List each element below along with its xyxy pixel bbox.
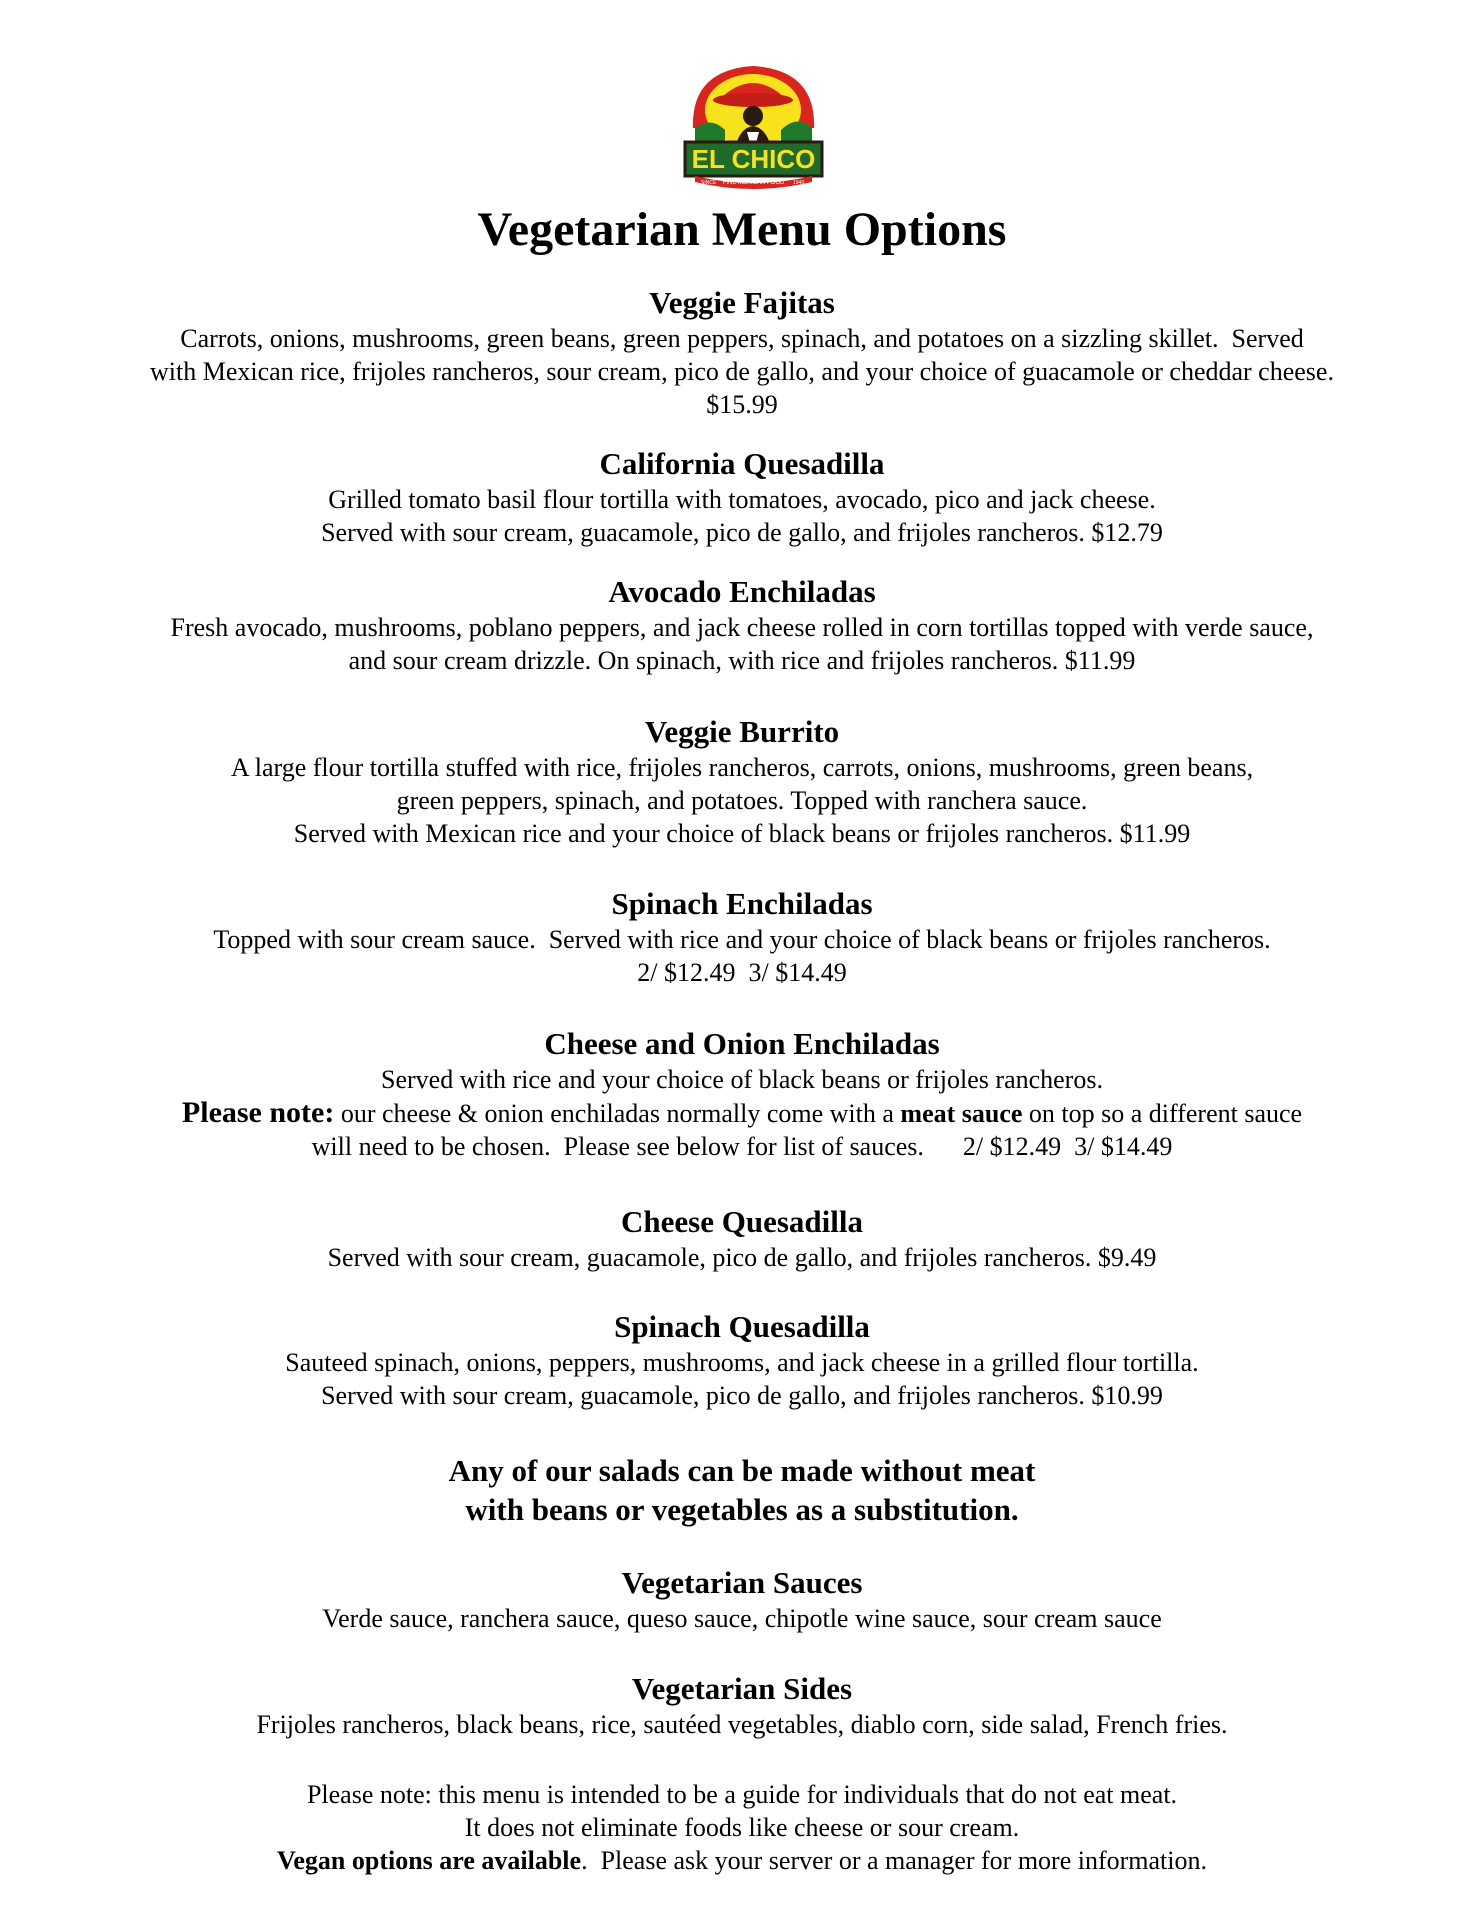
- menu-item-cheese-onion-enchiladas: [60, 1025, 1424, 1163]
- item-name: Veggie Burrito: [644, 714, 840, 749]
- menu-item-avocado-enchiladas: [60, 573, 1424, 677]
- item-name: Cheese Quesadilla: [621, 1204, 863, 1239]
- item-name: Spinach Enchiladas: [611, 886, 873, 921]
- vegan-note: Vegan options are available: [276, 1846, 582, 1875]
- footer-line: Please note: this menu is intended to be a guide for individuals that do not eat meat.: [306, 1780, 1178, 1809]
- item-name: California Quesadilla: [599, 446, 885, 481]
- item-price: 2/ $12.49 3/ $14.49: [637, 958, 847, 987]
- menu-item-cheese-quesadilla: [60, 1203, 1424, 1274]
- logo-since: SINCE: [701, 180, 717, 186]
- item-description: Served with sour cream, guacamole, pico de gallo, and frijoles rancheros. $12.79: [321, 518, 1163, 547]
- note-label: Please note:: [181, 1096, 335, 1129]
- menu-item-veggie-burrito: [60, 713, 1424, 850]
- note-text: our cheese & onion enchiladas normally come with a: [334, 1099, 901, 1128]
- item-name: Spinach Quesadilla: [614, 1309, 870, 1344]
- logo-tagline: FINE MEXICAN FOOD: [722, 180, 785, 186]
- sauces-list: Verde sauce, ranchera sauce, queso sauce, chipotle wine sauce, sour cream sauce: [322, 1604, 1162, 1633]
- menu-item-spinach-enchiladas: [60, 885, 1424, 989]
- section-name: Vegetarian Sides: [631, 1671, 853, 1706]
- logo-wordmark: EL CHICO: [691, 144, 816, 174]
- note-text: on top so a different sauce: [1022, 1099, 1303, 1128]
- item-description: green peppers, spinach, and potatoes. Topped with ranchera sauce.: [396, 786, 1088, 815]
- item-description: and sour cream drizzle. On spinach, with rice and frijoles rancheros. $11.99: [348, 646, 1136, 675]
- footer-text: . Please ask your server or a manager for more information.: [581, 1846, 1208, 1875]
- salads-line: Any of our salads can be made without meat: [448, 1453, 1036, 1488]
- item-name: Avocado Enchiladas: [608, 574, 876, 609]
- sides-list: Frijoles rancheros, black beans, rice, sautéed vegetables, diablo corn, side salad, French fries.: [256, 1710, 1228, 1739]
- footer-line: It does not eliminate foods like cheese or sour cream.: [464, 1813, 1020, 1842]
- page-title: Vegetarian Menu Options: [477, 203, 1007, 256]
- item-description: Carrots, onions, mushrooms, green beans, green peppers, spinach, and potatoes on a sizzling skillet. Served: [180, 324, 1304, 353]
- salads-line: with beans or vegetables as a substitution.: [465, 1492, 1019, 1527]
- item-name: Veggie Fajitas: [649, 285, 835, 320]
- note-bold: meat sauce: [900, 1099, 1023, 1128]
- item-description: Served with sour cream, guacamole, pico de gallo, and frijoles rancheros. $9.49: [327, 1243, 1157, 1272]
- logo-year: 1940: [793, 180, 805, 186]
- vegetarian-sauces: [60, 1564, 1424, 1635]
- item-description: Served with Mexican rice and your choice of black beans or frijoles rancheros. $11.99: [293, 819, 1191, 848]
- item-description: with Mexican rice, frijoles rancheros, sour cream, pico de gallo, and your choice of guacamole or cheddar cheese.: [150, 357, 1334, 386]
- vegetarian-sides: [60, 1670, 1424, 1741]
- menu-item-veggie-fajitas: [60, 284, 1424, 421]
- salads-note: [60, 1451, 1424, 1529]
- footer-line: [60, 1844, 1424, 1877]
- item-note-continued: will need to be chosen. Please see below for list of sauces. 2/ $12.49 3/ $14.49: [311, 1132, 1173, 1161]
- item-description: Served with rice and your choice of black beans or frijoles rancheros.: [381, 1065, 1103, 1094]
- item-description: Fresh avocado, mushrooms, poblano peppers, and jack cheese rolled in corn tortillas topped with verde sauce,: [170, 613, 1314, 642]
- item-description: Grilled tomato basil flour tortilla with tomatoes, avocado, pico and jack cheese.: [328, 485, 1156, 514]
- item-name: Cheese and Onion Enchiladas: [544, 1026, 940, 1061]
- footer-note: [60, 1778, 1424, 1877]
- section-name: Vegetarian Sauces: [621, 1565, 863, 1600]
- item-description: A large flour tortilla stuffed with rice, frijoles rancheros, carrots, onions, mushrooms, green beans,: [230, 753, 1254, 782]
- item-note: [60, 1096, 1424, 1130]
- menu-item-california-quesadilla: [60, 445, 1424, 549]
- menu-item-spinach-quesadilla: [60, 1308, 1424, 1412]
- item-description: Sauteed spinach, onions, peppers, mushrooms, and jack cheese in a grilled flour tortilla.: [285, 1348, 1199, 1377]
- item-price: $15.99: [706, 390, 778, 419]
- item-description: Topped with sour cream sauce. Served with rice and your choice of black beans or frijoles rancheros.: [213, 925, 1271, 954]
- item-description: Served with sour cream, guacamole, pico de gallo, and frijoles rancheros. $10.99: [321, 1381, 1163, 1410]
- el-chico-logo: [681, 58, 826, 190]
